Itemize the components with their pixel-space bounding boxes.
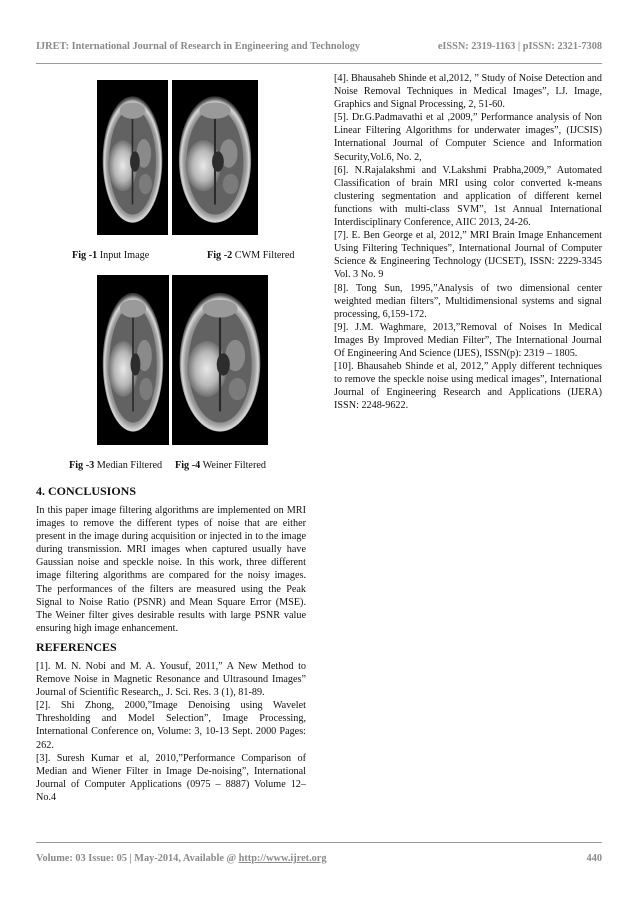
references-heading: REFERENCES bbox=[36, 640, 117, 654]
issn-text: eISSN: 2319-1163 | pISSN: 2321-7308 bbox=[437, 41, 602, 52]
fig-3-caption: Median Filtered bbox=[96, 460, 163, 471]
fig-1-caption: Input Image bbox=[99, 250, 150, 261]
fig-3-label: Fig -3 bbox=[69, 460, 95, 471]
fig-4-caption: Weiner Filtered bbox=[202, 460, 266, 471]
reference-item: [4]. Bhausaheb Shinde et al,2012, ” Study of Noise Detection and Noise Removal Techniques in Medical Images”, I.J. Image, Graphics and Signal Processing, 2, 51-60. bbox=[334, 73, 602, 111]
footer-rule bbox=[36, 842, 602, 843]
reference-item: [3]. Suresh Kumar et al, 2010,”Performance Comparison of Median and Wiener Filter in Image De-noising”, International Journal of Computer Applications (0975 – 8887) Volume 12– No.4 bbox=[36, 752, 306, 803]
caption-fig-1 bbox=[72, 250, 149, 261]
caption-fig-3 bbox=[69, 460, 162, 471]
figure-median-filtered bbox=[97, 275, 169, 445]
page-header bbox=[36, 41, 602, 55]
figure-cwm-filtered bbox=[172, 80, 258, 235]
fig-4-label: Fig -4 bbox=[175, 460, 201, 471]
figure-input-image bbox=[97, 80, 168, 235]
reference-item: [5]. Dr.G.Padmavathi et al ,2009,” Performance analysis of Non Linear Filtering Algorithms for underwater images”, (IJCSIS) International Journal of Computer Science and Information Security,Vol.6, No. 2, bbox=[334, 112, 602, 163]
reference-item: [9]. J.M. Waghmare, 2013,”Removal of Noises In Medical Images By Improved Median Filter”, The International Journal Of Engineering And Science (IJES), ISSN(p): 2319 – 1805. bbox=[334, 321, 602, 359]
reference-item: [7]. E. Ben George et al, 2012,” MRI Brain Image Enhancement Using Filtering Techniques”, International Journal of Computer Science & Engineering Technology (IJCSET), ISSN: 2229-3345 Vol. 3 No. 9 bbox=[334, 230, 602, 281]
references-list-right bbox=[334, 72, 602, 412]
caption-fig-2 bbox=[207, 250, 294, 261]
fig-2-label: Fig -2 bbox=[207, 250, 233, 261]
reference-item: [8]. Tong Sun, 1995,”Analysis of two dimensional center weighted median filters”, Multidimensional systems and signal processing, 6,159-172. bbox=[334, 282, 602, 320]
conclusions-heading: 4. CONCLUSIONS bbox=[36, 484, 137, 498]
footer-volume-text: Volume: 03 Issue: 05 | May-2014, Available @ bbox=[36, 853, 239, 864]
header-rule bbox=[36, 63, 602, 64]
page-number: 440 bbox=[586, 853, 602, 864]
fig-2-caption: CWM Filtered bbox=[234, 250, 295, 261]
journal-title: IJRET: International Journal of Research in Engineering and Technology bbox=[36, 41, 361, 52]
reference-item: [2]. Shi Zhong, 2000,”Image Denoising using Wavelet Thresholding and Model Selection”, Image Processing, International Conference on, Volume: 3, 10-13 Sept. 2000 Pages: 262. bbox=[36, 700, 306, 751]
fig-1-label: Fig -1 bbox=[72, 250, 98, 261]
figure-weiner-filtered bbox=[172, 275, 268, 445]
references-list-left bbox=[36, 660, 306, 804]
reference-item: [10]. Bhausaheb Shinde et al, 2012,” Apply different techniques to remove the speckle noise using medical images”, International Journal of Engineering Research and Applications (IJERA) ISSN: 2248-9622. bbox=[334, 361, 602, 412]
journal-url-link[interactable]: http://www.ijret.org bbox=[238, 853, 327, 864]
footer-volume bbox=[36, 853, 327, 864]
conclusions-text: In this paper image filtering algorithms are implemented on MRI images to remove the different types of noise that are either present in the image during acquisition or injected in to the image during transmission. MRI images when captured usually have Gaussian noise and speckle noise. In this work, three different image filtering algorithms are compared for the noisy images. The performances of the filters are measured using the Peak Signal to Noise Ratio (PSNR) and Mean Square Error (MSE). The Weiner filter gives desirable results with large PSNR value ensuring high image enhancement. bbox=[36, 505, 306, 634]
caption-fig-4 bbox=[175, 460, 266, 471]
reference-item: [1]. M. N. Nobi and M. A. Yousuf, 2011,” A New Method to Remove Noise in Magnetic Resonance and Ultrasound Images” Journal of Scientific Research,, J. Sci. Res. 3 (1), 81-89. bbox=[36, 661, 306, 699]
reference-item: [6]. N.Rajalakshmi and V.Lakshmi Prabha,2009,” Automated Classification of brain MRI using color converted k-means clustering segmentation and application of different kernel functions with multi-class SVM”, 1st Annual International Interdisciplinary Conference, AIIC 2013, 24-26. bbox=[334, 164, 602, 229]
